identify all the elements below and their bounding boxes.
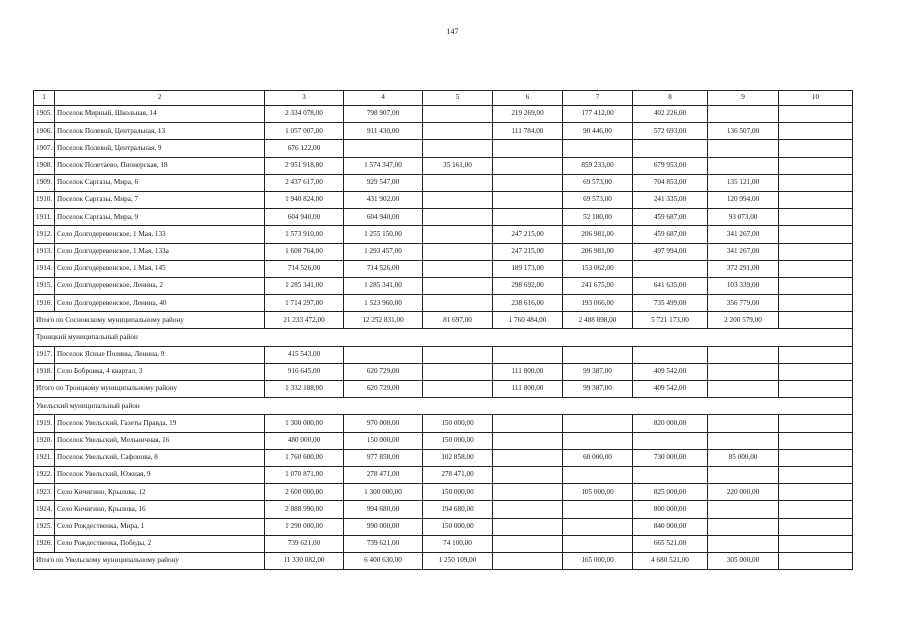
value-cell: 238 616,00 (493, 295, 563, 312)
value-cell (423, 295, 493, 312)
value-cell (563, 346, 633, 363)
value-cell: 111 784,00 (493, 123, 563, 140)
value-cell: 247 215,00 (493, 226, 563, 243)
table-row (34, 518, 853, 535)
row-number: 1924. (34, 501, 55, 518)
value-cell: 278 471,00 (344, 466, 423, 483)
value-cell (779, 381, 853, 398)
value-cell: 1 940 824,00 (265, 191, 344, 208)
value-cell (779, 226, 853, 243)
value-cell: 102 858,00 (423, 449, 493, 466)
address-cell: Поселок Мирный, Школьная, 14 (55, 106, 265, 123)
value-cell: 35 161,00 (423, 157, 493, 174)
value-cell: 676 122,00 (265, 140, 344, 157)
table-row (34, 295, 853, 312)
row-number: 1922. (34, 466, 55, 483)
table-row (34, 277, 853, 294)
section-title: Троицкий муниципальный район (34, 329, 853, 346)
value-cell: 402 226,00 (633, 106, 708, 123)
value-cell: 247 215,00 (493, 243, 563, 260)
value-cell: 415 543,00 (265, 346, 344, 363)
value-cell: 911 430,00 (344, 123, 423, 140)
value-cell: 150 000,00 (344, 432, 423, 449)
value-cell: 278 471,00 (423, 466, 493, 483)
value-cell (779, 518, 853, 535)
value-cell (344, 346, 423, 363)
column-number: 2 (55, 91, 265, 106)
value-cell: 298 692,00 (493, 277, 563, 294)
value-cell (779, 363, 853, 380)
table-row (34, 501, 853, 518)
column-number: 1 (34, 91, 55, 106)
total-label: Итого по Увельскому муниципальному району (34, 552, 265, 569)
value-cell (708, 363, 779, 380)
value-cell: 99 387,00 (563, 381, 633, 398)
value-cell: 409 542,00 (633, 363, 708, 380)
value-cell: 641 635,00 (633, 277, 708, 294)
value-cell: 2 951 918,00 (265, 157, 344, 174)
value-cell (493, 346, 563, 363)
column-number: 3 (265, 91, 344, 106)
value-cell (779, 209, 853, 226)
value-cell: 820 000,00 (633, 415, 708, 432)
value-cell (493, 552, 563, 569)
value-cell: 2 600 000,00 (265, 484, 344, 501)
value-cell: 99 387,00 (563, 363, 633, 380)
value-cell: 2 437 617,00 (265, 174, 344, 191)
address-cell: Село Рождественка, Победы, 2 (55, 535, 265, 552)
row-number: 1913. (34, 243, 55, 260)
address-cell: Поселок Ясные Поляны, Ленина, 9 (55, 346, 265, 363)
data-table (33, 90, 853, 570)
value-cell (708, 535, 779, 552)
value-cell: 2 334 078,00 (265, 106, 344, 123)
address-cell: Село Долгодеревенское, Ленина, 2 (55, 277, 265, 294)
value-cell: 604 940,00 (265, 209, 344, 226)
value-cell: 111 800,00 (493, 363, 563, 380)
value-cell: 341 267,00 (708, 243, 779, 260)
value-cell: 572 693,00 (633, 123, 708, 140)
row-number: 1915. (34, 277, 55, 294)
row-number: 1908. (34, 157, 55, 174)
column-number: 9 (708, 91, 779, 106)
value-cell: 60 000,00 (563, 449, 633, 466)
value-cell (708, 432, 779, 449)
value-cell (493, 518, 563, 535)
value-cell: 714 526,00 (344, 260, 423, 277)
table-row (34, 106, 853, 123)
value-cell (708, 140, 779, 157)
column-number: 7 (563, 91, 633, 106)
value-cell: 150 000,00 (423, 415, 493, 432)
value-cell: 74 100,00 (423, 535, 493, 552)
address-cell: Поселок Саргазы, Мира, 7 (55, 191, 265, 208)
address-cell: Поселок Полевой, Центральная, 13 (55, 123, 265, 140)
address-cell: Село Кичигино, Крылова, 12 (55, 484, 265, 501)
value-cell (779, 277, 853, 294)
value-cell (779, 484, 853, 501)
value-cell: 1 760 600,00 (265, 449, 344, 466)
row-number: 1905. (34, 106, 55, 123)
value-cell: 194 680,00 (423, 501, 493, 518)
table-row (34, 363, 853, 380)
value-cell: 990 000,00 (344, 518, 423, 535)
value-cell: 665 521,00 (633, 535, 708, 552)
table-row (34, 466, 853, 483)
value-cell: 1 290 000,00 (265, 518, 344, 535)
column-number: 10 (779, 91, 853, 106)
value-cell: 103 339,00 (708, 277, 779, 294)
column-number: 6 (493, 91, 563, 106)
value-cell (493, 140, 563, 157)
value-cell (708, 415, 779, 432)
address-cell: Село Долгодеревенское, Ленина, 40 (55, 295, 265, 312)
value-cell (779, 346, 853, 363)
value-cell: 1 285 341,00 (265, 277, 344, 294)
address-cell: Село Долгодеревенское, 1 Мая, 145 (55, 260, 265, 277)
value-cell (633, 432, 708, 449)
value-cell (779, 535, 853, 552)
value-cell (493, 449, 563, 466)
value-cell: 150 000,00 (423, 432, 493, 449)
value-cell: 6 400 630,00 (344, 552, 423, 569)
value-cell (708, 157, 779, 174)
value-cell (423, 381, 493, 398)
value-cell: 1 300 000,00 (344, 484, 423, 501)
value-cell: 21 233 472,00 (265, 312, 344, 329)
value-cell: 739 621,00 (265, 535, 344, 552)
value-cell: 497 994,00 (633, 243, 708, 260)
value-cell (779, 106, 853, 123)
value-cell: 189 173,00 (493, 260, 563, 277)
value-cell: 1 057 007,00 (265, 123, 344, 140)
value-cell (423, 174, 493, 191)
value-cell (779, 552, 853, 569)
value-cell: 929 547,00 (344, 174, 423, 191)
section-row (34, 398, 853, 415)
row-number: 1925. (34, 518, 55, 535)
value-cell: 604 940,00 (344, 209, 423, 226)
row-number: 1914. (34, 260, 55, 277)
total-row (34, 552, 853, 569)
row-number: 1910. (34, 191, 55, 208)
value-cell: 714 526,00 (265, 260, 344, 277)
value-cell (493, 191, 563, 208)
value-cell: 800 000,00 (633, 501, 708, 518)
value-cell (563, 535, 633, 552)
value-cell (708, 381, 779, 398)
address-cell: Поселок Увельский, Мельничная, 16 (55, 432, 265, 449)
value-cell: 305 000,00 (708, 552, 779, 569)
value-cell: 105 000,00 (563, 484, 633, 501)
value-cell: 1 523 960,00 (344, 295, 423, 312)
row-number: 1911. (34, 209, 55, 226)
row-number: 1918. (34, 363, 55, 380)
table-row (34, 226, 853, 243)
value-cell (779, 466, 853, 483)
value-cell: 1 714 297,00 (265, 295, 344, 312)
value-cell: 136 507,00 (708, 123, 779, 140)
page-number: 147 (446, 27, 459, 36)
value-cell (493, 157, 563, 174)
value-cell (423, 226, 493, 243)
table-row (34, 191, 853, 208)
value-cell: 916 645,00 (265, 363, 344, 380)
value-cell: 206 981,00 (563, 226, 633, 243)
value-cell: 859 233,00 (563, 157, 633, 174)
value-cell (708, 518, 779, 535)
address-cell: Поселок Полевой, Центральная, 9 (55, 140, 265, 157)
value-cell (563, 140, 633, 157)
table-row (34, 123, 853, 140)
value-cell (423, 123, 493, 140)
value-cell: 90 446,00 (563, 123, 633, 140)
value-cell: 994 680,00 (344, 501, 423, 518)
value-cell: 93 073,00 (708, 209, 779, 226)
value-cell: 111 800,00 (493, 381, 563, 398)
section-row (34, 329, 853, 346)
table-row (34, 484, 853, 501)
value-cell (633, 140, 708, 157)
value-cell (493, 501, 563, 518)
value-cell: 4 680 521,00 (633, 552, 708, 569)
row-number: 1907. (34, 140, 55, 157)
value-cell: 840 000,00 (633, 518, 708, 535)
value-cell: 704 853,00 (633, 174, 708, 191)
row-number: 1919. (34, 415, 55, 432)
value-cell: 120 994,00 (708, 191, 779, 208)
value-cell: 206 981,00 (563, 243, 633, 260)
row-number: 1909. (34, 174, 55, 191)
value-cell: 1 250 109,00 (423, 552, 493, 569)
value-cell (779, 295, 853, 312)
value-cell: 85 000,00 (708, 449, 779, 466)
address-cell: Поселок Саргазы, Мира, 9 (55, 209, 265, 226)
value-cell (779, 140, 853, 157)
table-row (34, 243, 853, 260)
value-cell (779, 174, 853, 191)
value-cell (779, 123, 853, 140)
value-cell: 1 574 347,00 (344, 157, 423, 174)
value-cell: 150 000,00 (423, 518, 493, 535)
value-cell: 177 412,00 (563, 106, 633, 123)
value-cell (633, 346, 708, 363)
value-cell (423, 140, 493, 157)
value-cell (633, 260, 708, 277)
total-row (34, 312, 853, 329)
value-cell: 12 252 831,00 (344, 312, 423, 329)
value-cell (423, 243, 493, 260)
value-cell (779, 243, 853, 260)
value-cell: 52 180,00 (563, 209, 633, 226)
value-cell: 825 000,00 (633, 484, 708, 501)
value-cell: 356 779,00 (708, 295, 779, 312)
total-label: Итого по Сосновскому муниципальному району (34, 312, 265, 329)
value-cell (563, 466, 633, 483)
value-cell (423, 191, 493, 208)
value-cell: 798 907,00 (344, 106, 423, 123)
address-cell: Поселок Увельский, Южная, 9 (55, 466, 265, 483)
value-cell (493, 174, 563, 191)
value-cell (563, 432, 633, 449)
address-cell: Поселок Увельский, Газеты Правда, 19 (55, 415, 265, 432)
total-row (34, 381, 853, 398)
row-number: 1917. (34, 346, 55, 363)
row-number: 1926. (34, 535, 55, 552)
value-cell: 1 332 188,00 (265, 381, 344, 398)
value-cell: 1 293 457,00 (344, 243, 423, 260)
value-cell: 219 269,00 (493, 106, 563, 123)
address-cell: Село Долгодеревенское, 1 Мая, 133 (55, 226, 265, 243)
value-cell: 11 330 082,00 (265, 552, 344, 569)
value-cell (563, 518, 633, 535)
table-row (34, 535, 853, 552)
value-cell: 2 200 579,00 (708, 312, 779, 329)
value-cell (708, 501, 779, 518)
value-cell (633, 466, 708, 483)
value-cell: 735 499,00 (633, 295, 708, 312)
value-cell (423, 260, 493, 277)
value-cell (423, 209, 493, 226)
value-cell: 977 858,00 (344, 449, 423, 466)
value-cell (423, 346, 493, 363)
value-cell: 341 267,00 (708, 226, 779, 243)
value-cell (344, 140, 423, 157)
value-cell: 5 721 173,00 (633, 312, 708, 329)
value-cell: 1 070 871,00 (265, 466, 344, 483)
value-cell (779, 501, 853, 518)
section-title: Увельский муниципальный район (34, 398, 853, 415)
value-cell (423, 363, 493, 380)
address-cell: Поселок Увельский, Сафонова, 8 (55, 449, 265, 466)
address-cell: Село Кичигино, Крылова, 16 (55, 501, 265, 518)
value-cell (779, 312, 853, 329)
value-cell: 431 902,00 (344, 191, 423, 208)
value-cell: 1 573 910,00 (265, 226, 344, 243)
value-cell (779, 260, 853, 277)
row-number: 1916. (34, 295, 55, 312)
value-cell (779, 415, 853, 432)
address-cell: Село Рождественка, Мира, 1 (55, 518, 265, 535)
table-row (34, 346, 853, 363)
value-cell: 69 573,00 (563, 191, 633, 208)
value-cell: 1 255 150,00 (344, 226, 423, 243)
value-cell: 165 000,00 (563, 552, 633, 569)
row-number: 1921. (34, 449, 55, 466)
value-cell: 2 488 898,00 (563, 312, 633, 329)
total-label: Итого по Троицкому муниципальному району (34, 381, 265, 398)
value-cell: 1 608 764,00 (265, 243, 344, 260)
value-cell: 193 066,00 (563, 295, 633, 312)
value-cell: 730 000,00 (633, 449, 708, 466)
value-cell: 241 335,00 (633, 191, 708, 208)
table-row (34, 432, 853, 449)
value-cell (779, 191, 853, 208)
value-cell: 970 000,00 (344, 415, 423, 432)
value-cell: 1 285 341,00 (344, 277, 423, 294)
table-row (34, 157, 853, 174)
value-cell: 150 000,00 (423, 484, 493, 501)
table-row (34, 260, 853, 277)
row-number: 1912. (34, 226, 55, 243)
value-cell (493, 484, 563, 501)
value-cell: 241 675,00 (563, 277, 633, 294)
value-cell: 459 687,00 (633, 209, 708, 226)
table-row (34, 415, 853, 432)
table-row (34, 209, 853, 226)
value-cell (493, 466, 563, 483)
value-cell (563, 501, 633, 518)
value-cell (708, 466, 779, 483)
value-cell (423, 277, 493, 294)
value-cell (779, 449, 853, 466)
value-cell: 372 291,00 (708, 260, 779, 277)
address-cell: Поселок Полетаево, Пионерская, 18 (55, 157, 265, 174)
value-cell: 480 000,00 (265, 432, 344, 449)
table-row (34, 140, 853, 157)
row-number: 1920. (34, 432, 55, 449)
value-cell: 2 088 990,00 (265, 501, 344, 518)
value-cell (493, 432, 563, 449)
value-cell: 135 121,00 (708, 174, 779, 191)
address-cell: Село Бобровка, 4 квартал, 3 (55, 363, 265, 380)
table-row (34, 449, 853, 466)
value-cell: 739 621,00 (344, 535, 423, 552)
row-number: 1923. (34, 484, 55, 501)
value-cell: 1 760 484,00 (493, 312, 563, 329)
value-cell: 1 300 000,00 (265, 415, 344, 432)
value-cell: 679 953,00 (633, 157, 708, 174)
table-row (34, 174, 853, 191)
value-cell: 220 000,00 (708, 484, 779, 501)
value-cell (423, 106, 493, 123)
row-number: 1906. (34, 123, 55, 140)
value-cell (779, 157, 853, 174)
column-number: 5 (423, 91, 493, 106)
value-cell: 153 062,00 (563, 260, 633, 277)
value-cell: 81 697,00 (423, 312, 493, 329)
value-cell: 409 542,00 (633, 381, 708, 398)
column-number: 4 (344, 91, 423, 106)
value-cell: 620 729,00 (344, 363, 423, 380)
address-cell: Поселок Саргазы, Мира, 6 (55, 174, 265, 191)
header-row (34, 91, 853, 106)
value-cell (708, 346, 779, 363)
value-cell (493, 209, 563, 226)
value-cell (493, 535, 563, 552)
value-cell: 459 687,00 (633, 226, 708, 243)
value-cell (493, 415, 563, 432)
value-cell (708, 106, 779, 123)
value-cell (779, 432, 853, 449)
value-cell (563, 415, 633, 432)
value-cell: 620 729,00 (344, 381, 423, 398)
value-cell: 69 573,00 (563, 174, 633, 191)
column-number: 8 (633, 91, 708, 106)
address-cell: Село Долгодеревенское, 1 Мая, 133а (55, 243, 265, 260)
